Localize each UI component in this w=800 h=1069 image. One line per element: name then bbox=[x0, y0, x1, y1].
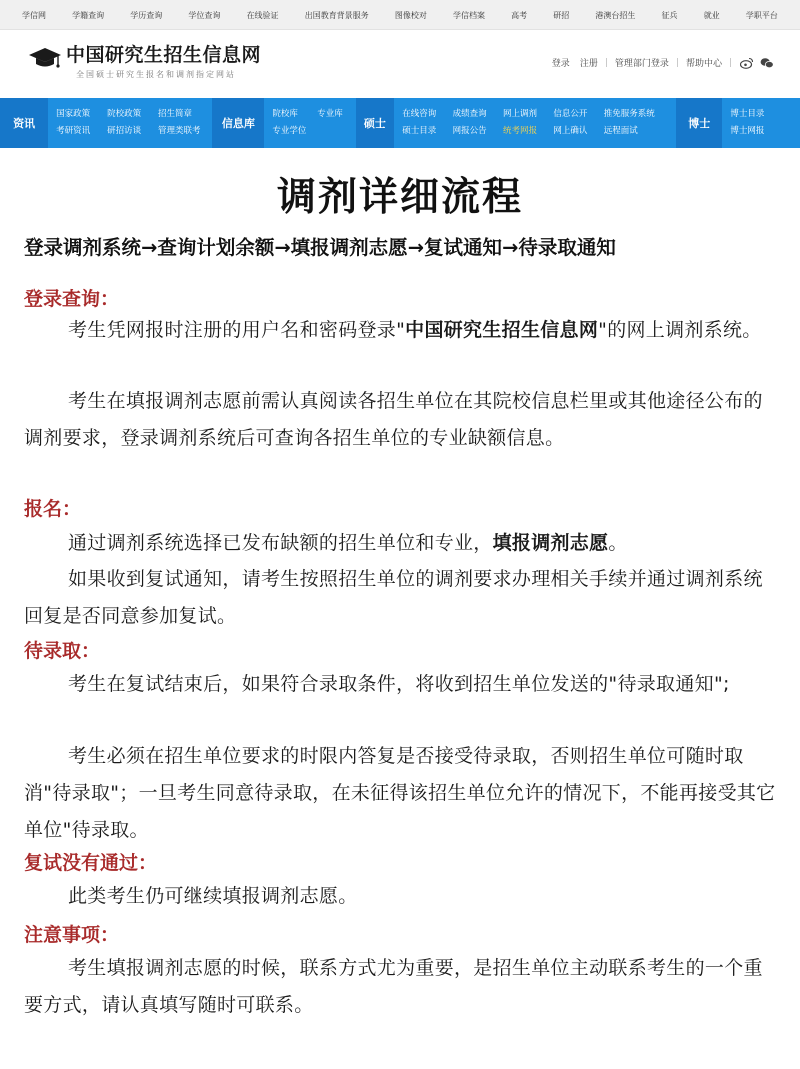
nav-item[interactable]: 专业库 bbox=[317, 109, 343, 119]
login-link[interactable]: 登录 bbox=[551, 59, 570, 69]
nav-item[interactable]: 在线咨询 bbox=[402, 109, 437, 119]
topbar-link-chsi[interactable]: 学信网 bbox=[22, 10, 46, 20]
nav-item[interactable]: 硕士目录 bbox=[402, 126, 437, 136]
nav-group-boshi bbox=[722, 98, 800, 148]
site-name-bold: 中国研究生招生信息网 bbox=[405, 319, 599, 341]
topbar-link-yanzhao[interactable]: 研招 bbox=[553, 10, 570, 20]
topbar-link-xuewei[interactable]: 学位查询 bbox=[188, 10, 221, 20]
nav-item[interactable]: 网上确认 bbox=[553, 126, 588, 136]
topbar-link-verify[interactable]: 在线验证 bbox=[246, 10, 279, 20]
nav-label-shuoshi[interactable]: 硕士 bbox=[356, 98, 395, 148]
section-heading-signup: 报名： bbox=[24, 498, 82, 520]
process-flow: 登录调剂系统→查询计划余额→填报调剂志愿→复试通知→待录取通知 bbox=[24, 236, 616, 259]
nav-group-shuoshi bbox=[394, 98, 670, 148]
nav-item[interactable]: 国家政策 bbox=[56, 109, 91, 119]
nav-item[interactable]: 博士目录 bbox=[730, 109, 765, 119]
nav-item[interactable]: 管理类联考 bbox=[157, 126, 201, 136]
section-heading-pending: 待录取： bbox=[24, 640, 101, 662]
topbar-link-image[interactable]: 图像校对 bbox=[394, 10, 427, 20]
divider: | bbox=[728, 57, 732, 68]
nav-label-boshi[interactable]: 博士 bbox=[676, 98, 722, 148]
nav-group-xinxiku bbox=[264, 98, 351, 148]
divider: | bbox=[604, 57, 608, 68]
nav-label-xinxiku[interactable]: 信息库 bbox=[212, 98, 264, 148]
nav-item[interactable]: 博士网报 bbox=[730, 126, 765, 136]
section-paragraph: 通过调剂系统选择已发布缺额的招生单位和专业，填报调剂志愿。 bbox=[68, 532, 628, 554]
nav-group-zixun bbox=[48, 98, 212, 148]
section-heading-login: 登录查询： bbox=[24, 288, 120, 310]
nav-item[interactable]: 推免服务系统 bbox=[603, 109, 655, 119]
top-utility-bar bbox=[0, 0, 800, 30]
nav-item[interactable]: 招生简章 bbox=[157, 109, 192, 119]
topbar-link-xueli[interactable]: 学历查询 bbox=[130, 10, 163, 20]
register-link[interactable]: 注册 bbox=[579, 59, 598, 69]
topbar-link-xuezhi[interactable]: 学职平台 bbox=[745, 10, 778, 20]
section-paragraph: 考生在填报调剂志愿前需认真阅读各招生单位在其院校信息栏里或其他途径公布的调剂要求，登录调剂系统后可查询各招生单位的专业缺额信息。 bbox=[24, 390, 763, 449]
nav-item[interactable]: 信息公开 bbox=[553, 109, 588, 119]
main-navigation bbox=[0, 98, 800, 148]
topbar-link-xueji[interactable]: 学籍查询 bbox=[72, 10, 105, 20]
site-subtitle: 全国硕士研究生报名和调剂指定网站 bbox=[76, 70, 236, 79]
section-paragraph: 考生在复试结束后，如果符合录取条件，将收到招生单位发送的"待录取通知"; bbox=[68, 673, 730, 695]
nav-item[interactable]: 成绩查询 bbox=[452, 109, 487, 119]
section-paragraph: 考生填报调剂志愿的时候，联系方式尤为重要，是招生单位主动联系考生的一个重要方式，请认真填写随时可联系。 bbox=[24, 957, 763, 1016]
admin-login-link[interactable]: 管理部门登录 bbox=[614, 59, 669, 69]
article bbox=[0, 148, 800, 1069]
nav-item[interactable]: 院校库 bbox=[272, 109, 298, 119]
divider: | bbox=[675, 57, 679, 68]
nav-item-highlighted[interactable]: 统考网报 bbox=[502, 126, 537, 136]
nav-item[interactable]: 院校政策 bbox=[107, 109, 142, 119]
topbar-link-gat[interactable]: 港澳台招生 bbox=[595, 10, 636, 20]
topbar-link-gaokao[interactable]: 高考 bbox=[511, 10, 528, 20]
emphasis-bold: 填报调剂志愿 bbox=[492, 532, 609, 554]
nav-item[interactable]: 考研资讯 bbox=[56, 126, 91, 136]
nav-item[interactable]: 专业学位 bbox=[272, 126, 307, 136]
section-heading-not-passed: 复试没有通过： bbox=[24, 852, 158, 874]
nav-label-zixun[interactable]: 资讯 bbox=[0, 98, 48, 148]
site-logo[interactable] bbox=[28, 44, 261, 80]
topbar-link-archive[interactable]: 学信档案 bbox=[452, 10, 485, 20]
section-paragraph: 考生必须在招生单位要求的时限内答复是否接受待录取，否则招生单位可随时取消"待录取"；一旦考生同意待录取，在未征得该招生单位允许的情况下，不能再接受其它单位"待录取。 bbox=[24, 745, 776, 841]
site-header bbox=[0, 30, 800, 98]
section-paragraph: 考生凭网报时注册的用户名和密码登录"中国研究生招生信息网"的网上调剂系统。 bbox=[68, 319, 762, 341]
page-title: 调剂详细流程 bbox=[276, 175, 523, 220]
graduation-cap-icon bbox=[28, 46, 62, 70]
section-heading-notes: 注意事项： bbox=[24, 924, 120, 946]
topbar-link-jiuye[interactable]: 就业 bbox=[703, 10, 720, 20]
section-paragraph: 此类考生仍可继续填报调剂志愿。 bbox=[68, 885, 358, 907]
nav-item[interactable]: 远程面试 bbox=[603, 126, 638, 136]
header-links bbox=[547, 56, 774, 69]
section-paragraph: 如果收到复试通知，请考生按照招生单位的调剂要求办理相关手续并通过调剂系统回复是否同意参加复试。 bbox=[24, 568, 763, 627]
nav-item[interactable]: 研招访谈 bbox=[107, 126, 142, 136]
site-title: 中国研究生招生信息网 bbox=[66, 44, 262, 66]
help-center-link[interactable]: 帮助中心 bbox=[685, 59, 722, 69]
nav-item[interactable]: 网报公告 bbox=[452, 126, 487, 136]
nav-item[interactable]: 网上调剂 bbox=[502, 109, 537, 119]
topbar-link-abroad[interactable]: 出国教育背景服务 bbox=[304, 10, 369, 20]
wechat-icon[interactable] bbox=[760, 57, 774, 69]
weibo-icon[interactable] bbox=[740, 57, 754, 69]
topbar-link-zhengbing[interactable]: 征兵 bbox=[661, 10, 678, 20]
